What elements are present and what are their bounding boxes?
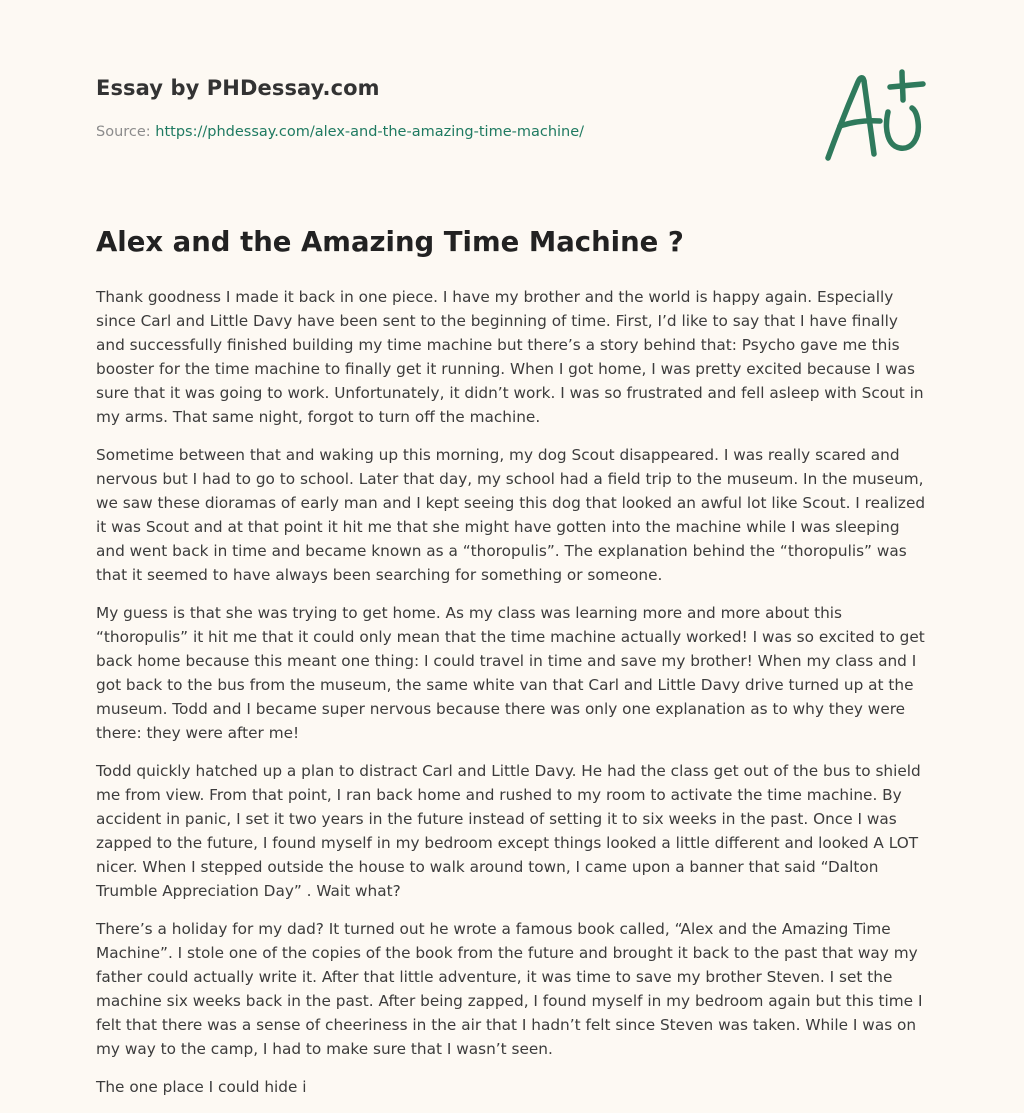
essay-paragraph-5: There’s a holiday for my dad? It turned out he wrote a famous book called, “Alex and the Amazing Time Machine”. I stole one of the copies of the book from the future and brought it back to the past that way my father could actually write it. After that little adventure, it was time to save my brother Steven. I set the machine six weeks back in the past. After being zapped, I found myself in my bedroom again but this time I felt that there was a sense of cheeriness in the air that I hadn’t felt since Steven was taken. While I was on my way to the camp, I had to make sure that I wasn’t seen. [96,920,923,1058]
essay-paragraph-6: The one place I could hide i [96,1078,307,1096]
essay-body [96,285,928,1113]
source-label: Source: [96,124,156,140]
a-plus-icon [822,68,928,164]
site-brand: Essay by PHDessay.com [96,76,380,100]
essay-paragraph-1: Thank goodness I made it back in one piece. I have my brother and the world is happy again. Especially since Carl and Little Davy have been sent to the beginning of time. First, I’d like to say that I have finally and successfully finished building my time machine but there’s a story behind that: Psycho gave me this booster for the time machine to finally get it running. When I got home, I was pretty excited because I was sure that it was going to work. Unfortunately, it didn’t work. I was so frustrated and fell asleep with Scout in my arms. That same night, forgot to turn off the machine. [96,288,924,426]
essay-paragraph-4: Todd quickly hatched up a plan to distract Carl and Little Davy. He had the class get out of the bus to shield me from view. From that point, I ran back home and rushed to my room to activate the time machine. By accident in panic, I set it two years in the future instead of setting it to six weeks in the past. Once I was zapped to the future, I found myself in my bedroom except things looked a little different and looked A LOT nicer. When I stepped outside the house to walk around town, I came upon a banner that said “Dalton Trumble Appreciation Day” . Wait what? [96,762,921,900]
source-line [96,124,584,140]
source-link[interactable]: https://phdessay.com/alex-and-the-amazing-time-machine/ [155,124,585,140]
essay-paragraph-2: Sometime between that and waking up this morning, my dog Scout disappeared. I was really scared and nervous but I had to go to school. Later that day, my school had a field trip to the museum. In the museum, we saw these dioramas of early man and I kept seeing this dog that looked an awful lot like Scout. I realized it was Scout and at that point it hit me that she might have gotten into the machine while I was sleeping and went back in time and became known as a “thoropulis”. The explanation behind the “thoropulis” was that it seemed to have always been searching for something or someone. [96,446,926,584]
essay-title: Alex and the Amazing Time Machine ? [96,226,684,258]
essay-paragraph-3: My guess is that she was trying to get home. As my class was learning more and more about this “thoropulis” it hit me that it could only mean that the time machine actually worked! I was so excited to get back home because this meant one thing: I could travel in time and save my brother! When my class and I got back to the bus from the museum, the same white van that Carl and Little Davy drive turned up at the museum. Todd and I became super nervous because there was only one explanation as to why they were there: they were after me! [96,604,925,742]
